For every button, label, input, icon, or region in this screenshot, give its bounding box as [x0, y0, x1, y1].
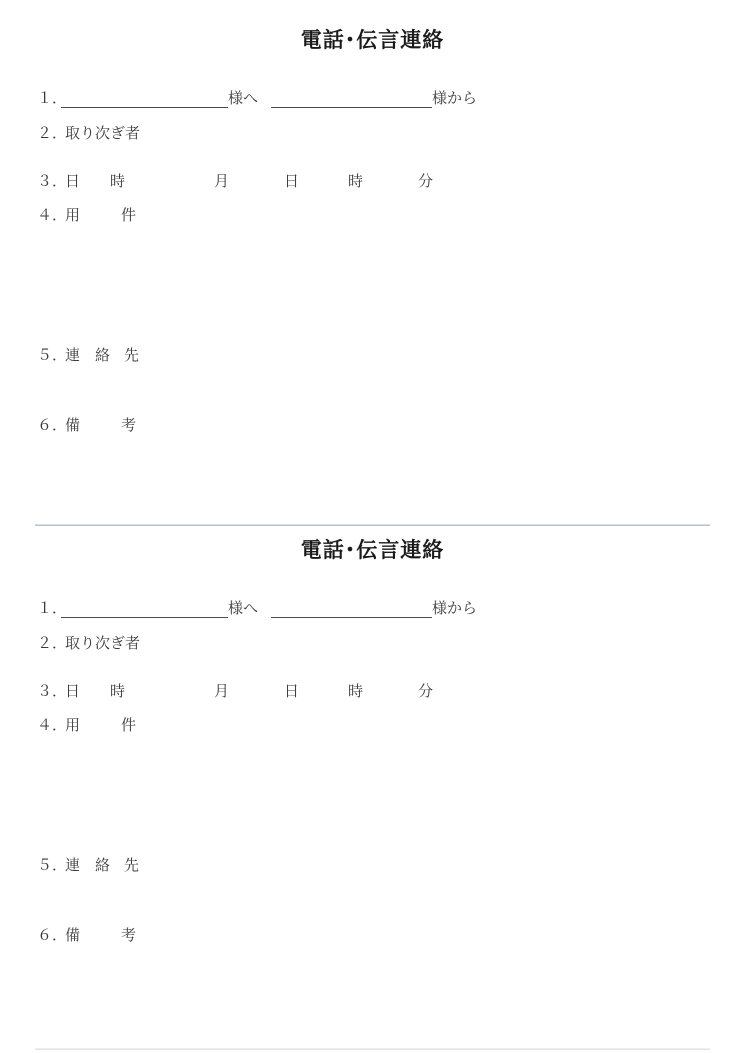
form-title: 電話･伝言連絡	[300, 539, 445, 562]
message-label-1: 用	[65, 208, 81, 224]
line-taker	[0, 635, 745, 655]
line-taker	[0, 125, 745, 145]
phone-message-form-2	[0, 510, 745, 1020]
page-bottom-divider	[35, 1048, 710, 1050]
line-contact	[0, 857, 745, 877]
item-number-2: ２．	[37, 126, 68, 142]
caller-suffix: 様から	[432, 91, 478, 107]
fill-in-blank-recipient[interactable]	[61, 600, 228, 618]
item-number-3: ３．	[37, 174, 68, 190]
contact-label-1: 連	[65, 858, 81, 874]
datetime-label-time: 時	[110, 684, 126, 700]
item-number-2: ２．	[37, 636, 68, 652]
fill-in-blank-recipient[interactable]	[61, 90, 228, 108]
item-number-1: １．	[37, 91, 68, 107]
remarks-label-2: 考	[121, 418, 137, 434]
contact-label-1: 連	[65, 348, 81, 364]
line-recipient-caller	[0, 600, 745, 620]
minute-unit: 分	[418, 684, 434, 700]
remarks-label-2: 考	[121, 928, 137, 944]
recipient-suffix: 様へ	[228, 91, 259, 107]
hour-unit: 時	[348, 174, 364, 190]
contact-label-2: 絡	[95, 858, 111, 874]
day-unit: 日	[284, 684, 300, 700]
message-label-2: 件	[121, 208, 137, 224]
item-number-1: １．	[37, 601, 68, 617]
caller-suffix: 様から	[432, 601, 478, 617]
hour-unit: 時	[348, 684, 364, 700]
contact-label-3: 先	[124, 348, 140, 364]
line-message	[0, 717, 745, 737]
remarks-label-1: 備	[65, 418, 81, 434]
datetime-label-day: 日	[65, 174, 81, 190]
month-unit: 月	[214, 684, 230, 700]
remarks-label-1: 備	[65, 928, 81, 944]
item-number-6: ６．	[37, 928, 68, 944]
form-title: 電話･伝言連絡	[300, 29, 445, 52]
line-contact	[0, 347, 745, 367]
line-datetime	[0, 173, 745, 193]
item-number-5: ５．	[37, 858, 68, 874]
taker-label: 取り次ぎ者	[65, 636, 141, 652]
line-remarks	[0, 417, 745, 437]
line-datetime	[0, 683, 745, 703]
fill-in-blank-caller[interactable]	[271, 90, 432, 108]
line-recipient-caller	[0, 90, 745, 110]
minute-unit: 分	[418, 174, 434, 190]
phone-message-form-1	[0, 0, 745, 510]
datetime-label-day: 日	[65, 684, 81, 700]
message-label-2: 件	[121, 718, 137, 734]
fill-in-blank-caller[interactable]	[271, 600, 432, 618]
contact-label-3: 先	[124, 858, 140, 874]
line-message	[0, 207, 745, 227]
contact-label-2: 絡	[95, 348, 111, 364]
datetime-label-time: 時	[110, 174, 126, 190]
month-unit: 月	[214, 174, 230, 190]
line-remarks	[0, 927, 745, 947]
recipient-suffix: 様へ	[228, 601, 259, 617]
message-label-1: 用	[65, 718, 81, 734]
day-unit: 日	[284, 174, 300, 190]
item-number-4: ４．	[37, 208, 68, 224]
taker-label: 取り次ぎ者	[65, 126, 141, 142]
item-number-6: ６．	[37, 418, 68, 434]
item-number-4: ４．	[37, 718, 68, 734]
item-number-5: ５．	[37, 348, 68, 364]
item-number-3: ３．	[37, 684, 68, 700]
